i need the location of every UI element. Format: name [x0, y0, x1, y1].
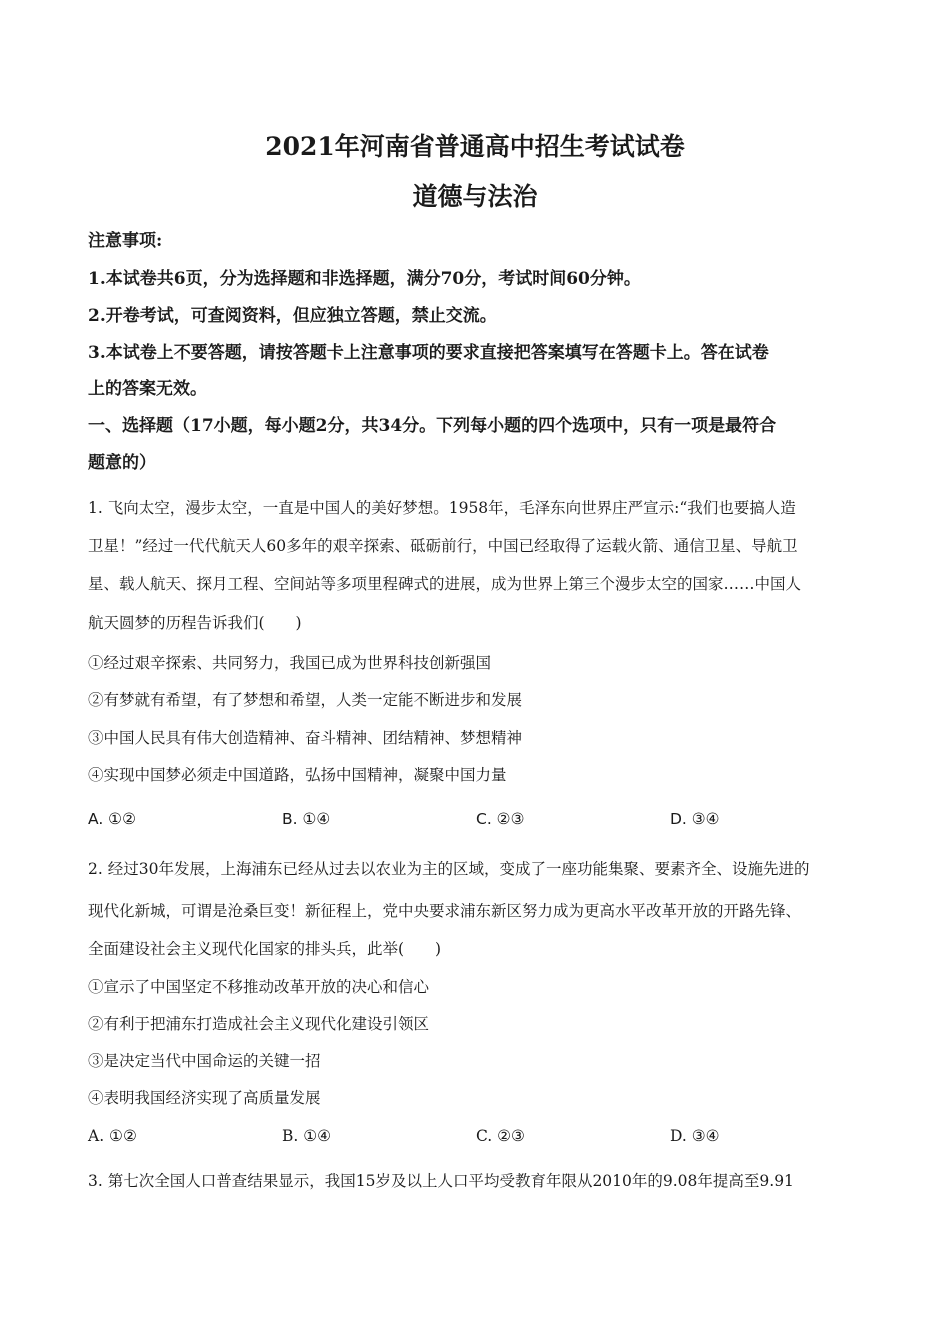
question-1-statement-4: ④实现中国梦必须走中国道路，弘扬中国精神，凝聚中国力量 [88, 766, 507, 784]
question-2-statement-4: ④表明我国经济实现了高质量发展 [88, 1089, 321, 1107]
question-1-stem-line-3: 星、载人航天、探月工程、空间站等多项里程碑式的进展，成为世界上第三个漫步太空的国家……中国人 [88, 575, 802, 593]
question-2-option-d[interactable]: D. ③④ [670, 1127, 720, 1145]
exam-title: 2021年河南省普通高中招生考试试卷 [265, 132, 685, 161]
question-1-statement-1: ①经过艰辛探索、共同努力，我国已成为世界科技创新强国 [88, 654, 492, 672]
question-1-statement-2: ②有梦就有希望，有了梦想和希望，人类一定能不断进步和发展 [88, 691, 523, 709]
question-2-option-c[interactable]: C. ②③ [476, 1127, 525, 1145]
question-1-statement-3: ③中国人民具有伟大创造精神、奋斗精神、团结精神、梦想精神 [88, 729, 523, 747]
question-1-option-c[interactable]: C. ②③ [476, 810, 525, 828]
subject-title: 道德与法治 [412, 182, 538, 211]
question-2-option-a[interactable]: A. ①② [88, 1127, 137, 1145]
question-2-statement-3: ③是决定当代中国命运的关键一招 [88, 1052, 321, 1070]
question-2-option-b[interactable]: B. ①④ [282, 1127, 332, 1145]
question-3-stem-line-1: 3. 第七次全国人口普查结果显示，我国15岁及以上人口平均受教育年限从2010年的9.08年提高至9.91 [88, 1172, 794, 1190]
question-2-statement-2: ②有利于把浦东打造成社会主义现代化建设引领区 [88, 1015, 430, 1033]
note-item-1: 1.本试卷共6页，分为选择题和非选择题，满分70分，考试时间60分钟。 [88, 269, 641, 289]
question-1-option-a[interactable]: A. ①② [88, 810, 136, 828]
question-1-option-d[interactable]: D. ③④ [670, 810, 720, 828]
question-2-stem-line-3: 全面建设社会主义现代化国家的排头兵，此举( ) [88, 940, 442, 958]
question-1-stem-line-4: 航天圆梦的历程告诉我们( ) [88, 614, 302, 632]
question-2-stem-line-2: 现代化新城，可谓是沧桑巨变！新征程上，党中央要求浦东新区努力成为更高水平改革开放的开路先锋、 [88, 902, 802, 920]
note-item-3-line-1: 3.本试卷上不要答题，请按答题卡上注意事项的要求直接把答案填写在答题卡上。答在试卷 [88, 343, 769, 363]
question-1-stem-line-2: 卫星！”经过一代代航天人60多年的艰辛探索、砥砺前行，中国已经取得了运载火箭、通信卫星、导航卫 [88, 537, 798, 555]
section-1-heading-line-1: 一、选择题（17小题，每小题2分，共34分。下列每小题的四个选项中，只有一项是最符合 [88, 416, 777, 436]
note-item-2: 2.开卷考试，可查阅资料，但应独立答题，禁止交流。 [88, 306, 497, 326]
question-1-stem-line-1: 1. 飞向太空，漫步太空，一直是中国人的美好梦想。1958年，毛泽东向世界庄严宣示:“我们也要搞人造 [88, 499, 796, 517]
section-1-heading-line-2: 题意的） [88, 453, 156, 473]
question-1-option-b[interactable]: B. ①④ [282, 810, 331, 828]
question-1-options [88, 808, 863, 830]
question-2-statement-1: ①宣示了中国坚定不移推动改革开放的决心和信心 [88, 978, 430, 996]
note-item-3-line-2: 上的答案无效。 [88, 379, 207, 399]
question-2-stem-line-1: 2. 经过30年发展，上海浦东已经从过去以农业为主的区域，变成了一座功能集聚、要素齐全、设施先进的 [88, 860, 810, 878]
question-2-options [88, 1125, 863, 1147]
notes-heading: 注意事项: [88, 231, 163, 251]
